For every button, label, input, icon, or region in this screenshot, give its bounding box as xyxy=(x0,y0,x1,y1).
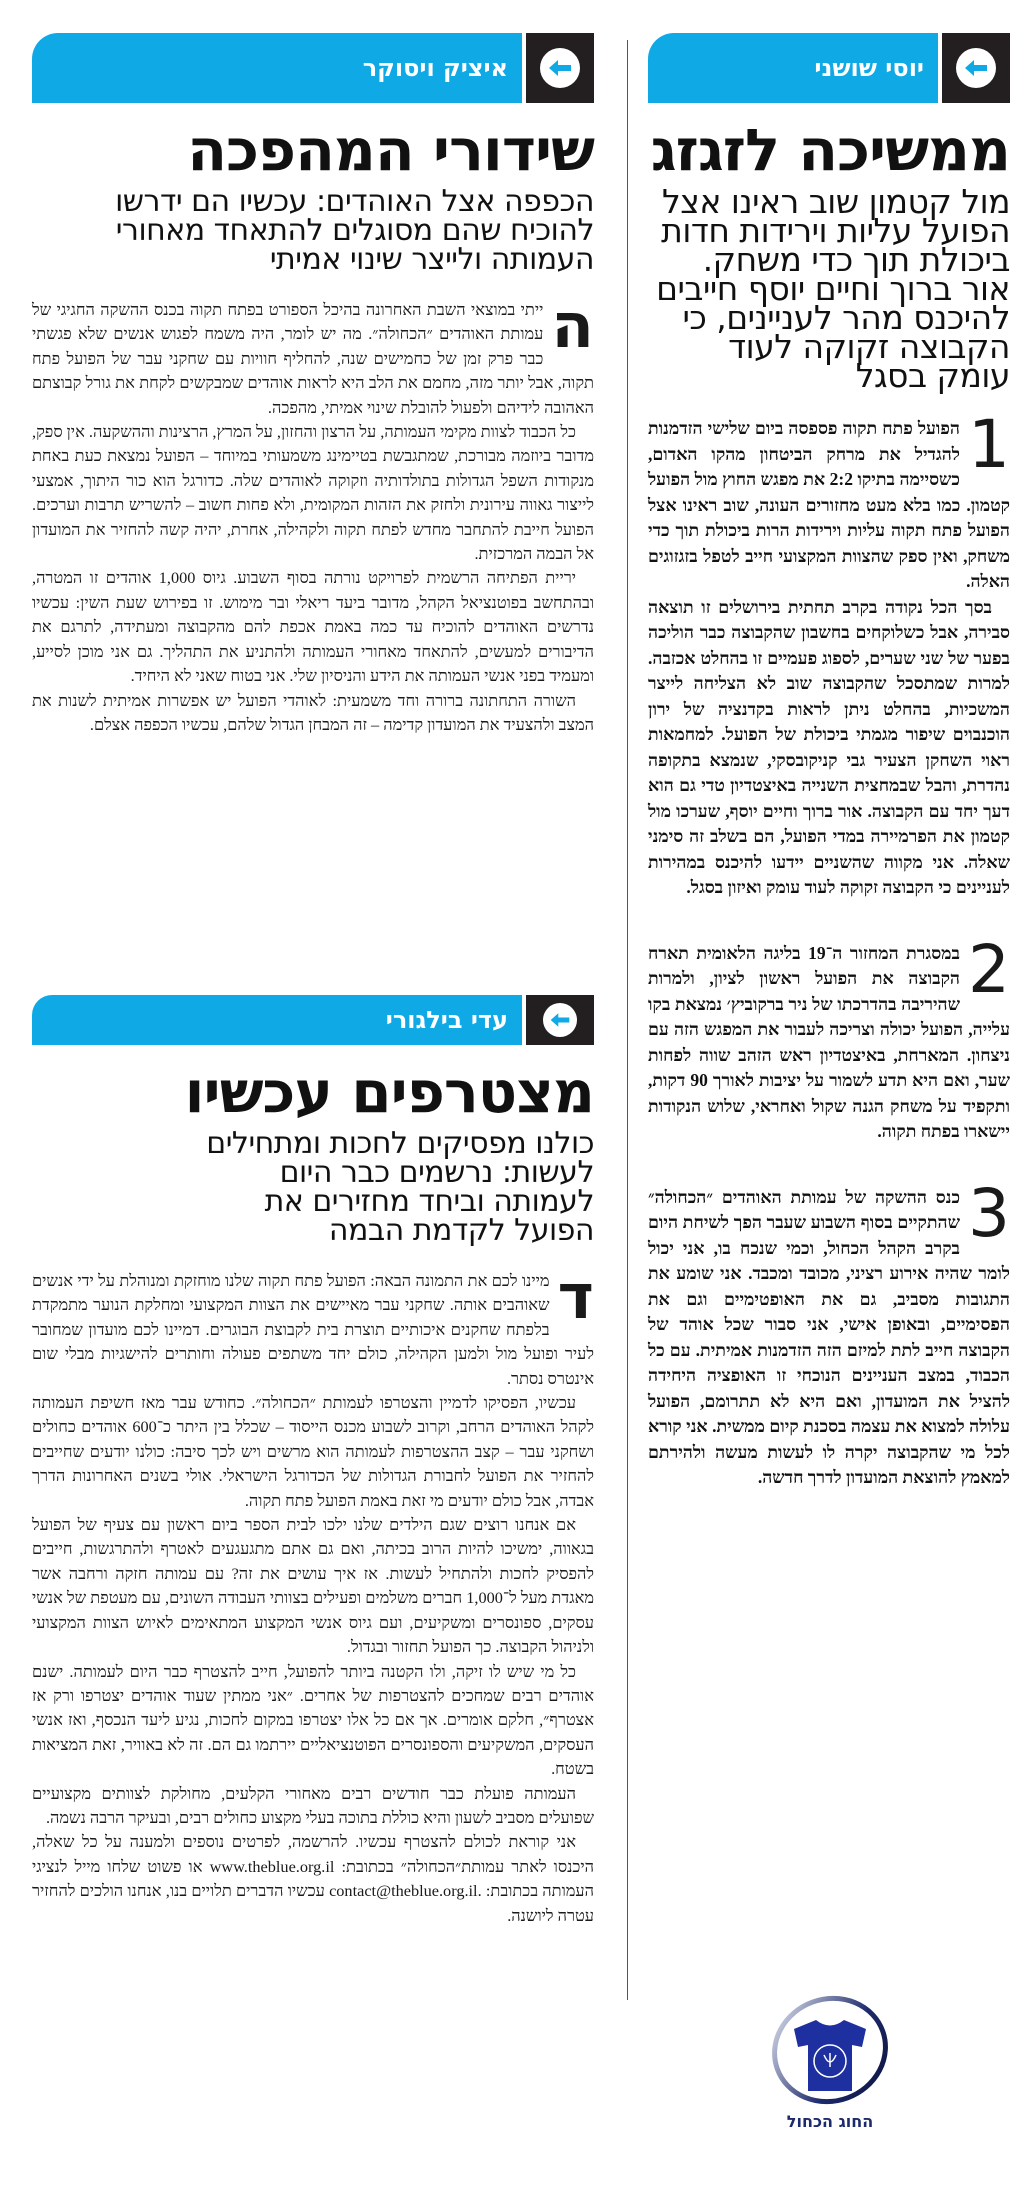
logo-text: החוג הכחול xyxy=(786,2112,874,2131)
subheadline: כולנו מפסיקים לחכות ומתחילים לעשות: נרשמים כבר היום לעמותה וביחד מחזירים את הפועל לקדמת הבמה xyxy=(206,1126,594,1248)
author-name: עדי בילגורי xyxy=(385,1006,508,1034)
subheadline: מול קטמון שוב ראינו אצל הפועל עליות וירידות חדות ביכולת תוך כדי משחק. אור ברוך וחיים יוסף חייבים להיכנס מהר לעניינים, כי הקבוצה זקוקה לעוד עומק בסגל xyxy=(656,182,1010,395)
closing-text: או פשוט שלחו מייל לנציגי העמותה בכתובת: xyxy=(32,1856,594,1901)
paragraph: עכשיו, הפסיקו לדמיין והצטרפו לעמותת ״הכחולה״. כחודש עבר מאז חשיפת העמותה לקהל האוהדים הרחב, וקרוב לשבוע מכנס הייסוד – שכלל בין היתר כ־600 אוהדים כחולים ושחקני עבר – קצב ההצטרפות לעמותה הוא מרשים ויש לכך סיבה: כולנו יודעים שחייבים להחזיר את הפועל לחבורת הגדולות של הכדורגל הישראלי. אולי בשנים האחרונות הדרך אבדה, אבל כולם יודעים מי זאת באמת הפועל פתח תקוה. xyxy=(32,1393,594,1510)
email-link[interactable]: contact@theblue.org.il. xyxy=(329,1881,482,1901)
section-number: 3 xyxy=(968,1174,1010,1252)
section-number: 1 xyxy=(968,406,1010,483)
headline: ממשיכה לזגזג xyxy=(650,116,1010,184)
paragraph-text: הפועל פתח תקוה פספסה ביום שלישי הזדמנות להגדיל את מרחק הביטחון מהקו האדום, כשסיימה בתיקו 2:2 את מפגש החוץ מול הפועל קטמון. כמו בלא מעט מחזורים העונה, שוב ראינו אצל הפועל פתח תקוה עליות וירידות הרות ביכולת תוך כדי משחק, ואין ספק שהצוות המקצועי חייב לטפל בזגזוגים האלה. xyxy=(648,418,1010,591)
paragraph xyxy=(32,289,594,420)
paragraph xyxy=(648,406,1010,595)
paragraph: יריית הפתיחה הרשמית לפרויקט נורתה בסוף השבוע. גיוס 1,000 אוהדים זו המטרה, ובהתחשב בפוטנציאל הקהל, מדובר ביעד ריאלי ובר מימוש. זו בפירוש שעת השין: עכשיו נדרשים האוהדים להוכיח עד כמה באמת אכפת להם מהקבוצה ומעתידה, לתרגם את הדיבורים למעשים, להתאחד מאחורי העמותה ולהתניע את התהליך. גם אני מוכן לסייע, ומעמיד בפני אנשי העמותה את הידע והניסיון שלי. אני בטוח שאני לא היחיד. xyxy=(32,568,594,686)
author-name: יוסי שושני xyxy=(814,54,924,82)
section-3 xyxy=(648,1174,1010,1491)
paragraph-text: במסגרת המחזור ה־19 בליגה הלאומית תארח הקבוצה את הפועל ראשון לציון, ולמרות שהיריבה בהדרכתו של ניר ברקוביץ׳ נמצאת בקו עלייה, הפועל יכולה וצריכה לעבור את המפגש הזה עם ניצחון. המארחת, באיצטדיון ראש הזהב שווה לפחות שער, ואם היא תדע לשמור על יציבות לאורך 90 דקות, ותקפיד על משחק הגנה שקול ואחראי, שלוש הנקודות יישארו בפתח תקוה. xyxy=(648,942,1010,1141)
article-adi-bilgori xyxy=(32,995,594,1928)
arrow-left-icon xyxy=(543,1003,577,1037)
paragraph xyxy=(32,1260,594,1391)
paragraph: העמותה פועלת כבר חודשים רבים מאחורי הקלעים, מחולקת לצוותים מקצועיים שפועלים מסביב לשעון והיא כוללת בתוכה בעלי מקצוע כחולים רבים, ובעיקר הרבה נשמה. xyxy=(32,1783,594,1827)
closing-text: אני קוראת לכולם להצטרף עכשיו. להרשמה, לפרטים נוספים ולמענה על כל שאלה, היכנסו לאתר עמותת״הכחולה״ בכתובת: xyxy=(32,1832,594,1876)
arrow-left-icon xyxy=(956,48,996,88)
author-icon-box xyxy=(526,995,594,1045)
shirt-logo-icon xyxy=(768,1995,892,2105)
drop-cap: ה xyxy=(551,289,594,362)
paragraph: אם אנחנו רוצים שגם הילדים שלנו ילכו לבית הספר ביום ראשון עם צעיף של הפועל בגאווה, ימשיכו להיות הרוב בכיתה, ואם גם אתם מתגעגעים לאטרף ולהתרגשות, חייבים להפסיק לחכות ולהתחיל לעשות. אז איך עושים את זה? עם עמותה חזקה ורחבה אשר מאגדת מעל ל־1,000 חברים משלמים ופעילים בצוותי העבודה השונים, עם מעטפת של אנשי עסקים, ספונסרים ומשקיעים, ועם גיוס אנשי המקצוע המתאימים לאיוש הצוות המקצועי ולניהול הקבוצה. כך הפועל תחזור ובגדול. xyxy=(32,1515,594,1657)
author-icon-box xyxy=(942,33,1010,103)
subheadline: הכפפה אצל האוהדים: עכשיו הם ידרשו להוכיח שהם מסוגלים להתאחד מאחורי העמותה ולייצר שינוי אמיתי xyxy=(115,184,594,277)
paragraph: כל הכבוד לצוות מקימי העמותה, על הרצון והחזון, על המרץ, הרצינות וההשקעה. אין ספק, מדובר ביוזמה מבורכת, שמתגבשת בטיימינג משמעותי במיוחד – הפועל נמצאת כעת באחת מנקודות השפל הגדולות בתולדותיה וזקוקה לאוהדים שלה. כדורגל הוא כור היתוך, אמצעי לייצור גאווה עירונית ולחזק את הזהות המקומית, ולא פחות חשוב – להשריש תרבות וערכים. הפועל חייבת להתחבר מחדש לפתח תקוה ולקהילה, אחרת, יהיה קשה להחזיר את המועדון אל הבמה המרכזית. xyxy=(32,422,594,564)
arrow-left-icon xyxy=(540,48,580,88)
blue-circle-logo xyxy=(768,1995,892,2131)
paragraph-text: ייתי במוצאי השבת האחרונה בהיכל הספורט בפתח תקוה בכנס ההשקה החגיגי של עמותת האוהדים ״הכחולה״. מה יש לומר, היה משמח לפגוש אנשים שלא פגשתי כבר פרק זמן של כחמישים שנה, להחליף חוויות עם שחקני עבר של הפועל פתח תקוה, אבל יותר מזה, מחמם את הלב היא לראות אוהדים שמבקשים לקחת את גורל קבוצתם האהובה לידיהם ולפעול להובלת שינוי אמיתי, מהפכה. xyxy=(32,300,594,417)
closing-text: עכשיו הדברים תלויים בנו, אנחנו הולכים להחזיר עטרה ליושנה. xyxy=(32,1881,594,1925)
website-link[interactable]: www.theblue.org.il xyxy=(209,1856,335,1876)
author-bar xyxy=(32,33,594,103)
closing-paragraph xyxy=(32,1830,594,1928)
author-bar xyxy=(32,995,594,1045)
section-1 xyxy=(648,406,1010,901)
column-divider xyxy=(627,40,628,2000)
section-2 xyxy=(648,930,1010,1145)
paragraph xyxy=(648,930,1010,1145)
author-icon-box xyxy=(526,33,594,103)
article-body xyxy=(648,406,1010,1491)
paragraph: כל מי שיש לו זיקה, ולו הקטנה ביותר להפועל, חייב להצטרף כבר היום לעמותה. ישנם אוהדים רבים שמחכים להצטרפות של אחרים. ״אני ממתין שעוד אוהדים יצטרפו ורק אז אצטרף״, חלקם אומרים. אך אם כל אלו יצטרפו במקום לחכות, נגיע ליעד הנכסף, ואז אנשי העסקים, המשקיעים והספונסרים הפוטנציאליים יירתמו גם הם. זה לא באוויר, זאת המציאות בשטח. xyxy=(32,1661,594,1779)
drop-cap: ד xyxy=(557,1260,594,1333)
paragraph: בסך הכל נקודה בקרב תחתית בירושלים זו תוצאה סבירה, אבל כשלוקחים בחשבון שהקבוצה כבר הוליכה בפער של שני שערים, לספוג פעמיים זו בהחלט אכזבה. למרות שמתסכל שהקבוצה שוב לא הצליחה לייצר המשכיות, בהחלט ניתן לראות בקדנציה של ירון הוכנבוים שיפור מגמתי ביכולת של הפועל. למחמאות ראוי השחקן הצעיר גבי קניקובסקי, שנמצא בתקופה נהדרת, והבל שבמחצית השנייה באיצטדיון טדי גם הוא דעך יחד עם הקבוצה. אור ברוך וחיים יוסף, שערכו מול קטמון את הפרמיירה במדי הפועל, הם בשלב זה סימני שאלה. אני מקווה שהשניים יידעו להיכנס במהירות לעניינים כי הקבוצה זקוקה לעוד עומק ואיזון בסגל. xyxy=(648,596,1010,897)
article-body xyxy=(32,1260,594,1928)
article-body xyxy=(32,289,594,737)
article-itzik-visoker xyxy=(32,33,594,737)
headline: שידורי המהפכה xyxy=(187,116,594,184)
paragraph: השורה התחתונה ברורה וחד משמעית: לאוהדי הפועל יש אפשרות אמיתית לשנות את המצב ולהצעיד את המועדון קדימה – זה המבחן הגדול שלהם, עכשיו הכפפה אצלם. xyxy=(32,690,594,734)
headline: מצטרפים עכשיו xyxy=(184,1058,594,1126)
author-name: איציק ויסוקר xyxy=(362,54,508,82)
section-number: 2 xyxy=(968,930,1010,1008)
paragraph-text: מיינו לכם את התמונה הבאה: הפועל פתח תקוה שלנו מוחזקת ומנוהלת על ידי אנשים שאוהבים אותה. שחקני עבר מאיישים את הצוות המקצועי ומחלקת הנוער מתמקדת בלפתח שחקנים איכותיים תוצרת בית לקבוצת הבוגרים. דמיינו לכם מועדון שמחובר לעיר ופועל מול ולמען הקהילה, כולם יחד משתפים פעולה וחותרים להישגיות מבלי שום אינטרס נסתר. xyxy=(32,1271,594,1388)
paragraph-text: כנס ההשקה של עמותת האוהדים ״הכחולה״ שהתקיים בסוף השבוע שעבר הפך לשיחת היום בקרב הקהל הכחול, וכמי שנכח בו, אני יכול לומר שהיה אירוע רציני, מכובד ומכבד. אני שומע את התגובות מסביב, גם את האופטימיים וגם את הפסימיים, ובאופן אישי, אני סבור שכל אוהד של הקבוצה חייב לתת למיזם הזה הזדמנות אמיתית. עם כל הכבוד, במצב העניינים הנוכחי זו האופציה היחידה להציל את המועדון, ואם היא לא תתרומם, הפועל עלולה למצוא את עצמה בסכנת קיום ממשית. אני קורא לכל מי שהקבוצה יקרה לו לעשות מעשה ולהירתם למאמץ להוצאת המועדון לדרך חדשה. xyxy=(648,1186,1010,1487)
author-bar xyxy=(648,33,1010,103)
paragraph xyxy=(648,1174,1010,1491)
article-yossi-shoshani xyxy=(648,33,1010,1491)
